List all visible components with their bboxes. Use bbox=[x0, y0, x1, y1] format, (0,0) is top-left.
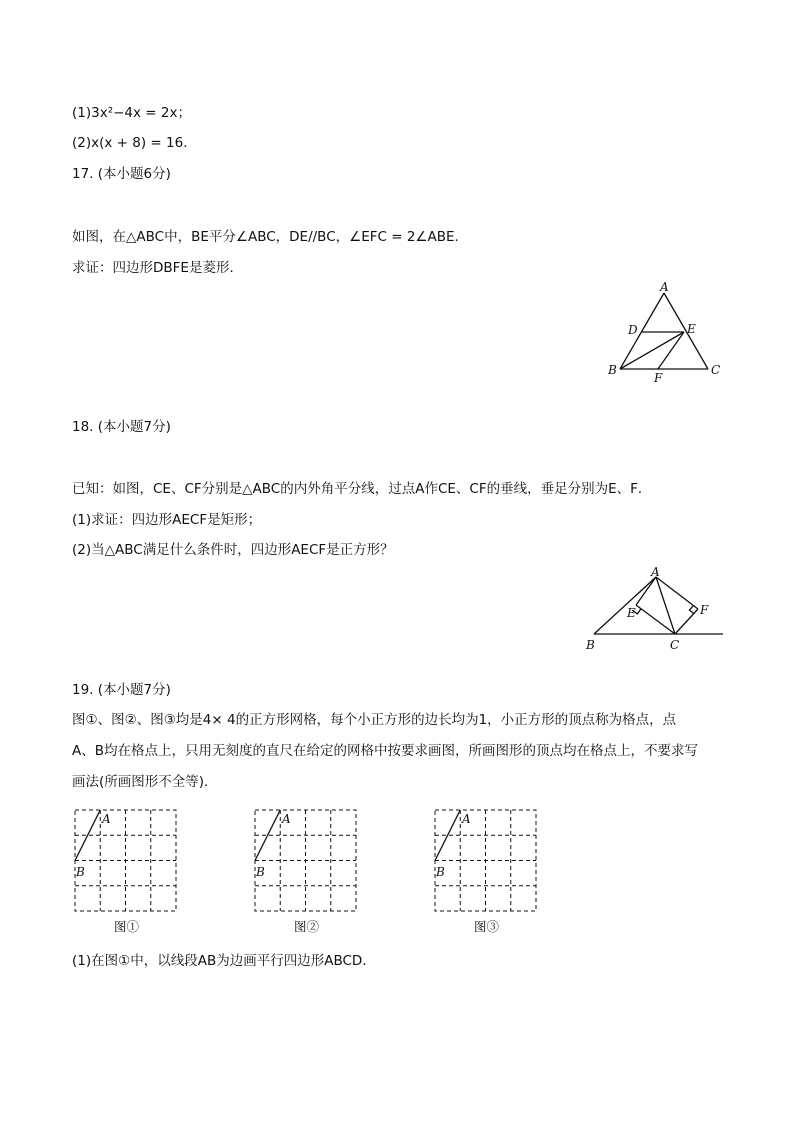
q19-grid3-label-b: B bbox=[436, 865, 445, 879]
q18-label-f: F bbox=[700, 603, 709, 617]
q18-label-c: C bbox=[670, 638, 680, 652]
q19-grid1-label-a: A bbox=[102, 812, 111, 826]
q18-part-1: (1)求证：四边形AECF是矩形； bbox=[72, 512, 262, 528]
q19-line-3: 画法(所画图形不全等)． bbox=[72, 774, 218, 790]
q17-segment-be bbox=[620, 332, 684, 369]
q17-label-e: E bbox=[687, 322, 696, 336]
q19-part-1: (1)在图①中，以线段AB为边画平行四边形ABCD． bbox=[72, 953, 376, 969]
q19-caption-1: 图① bbox=[114, 919, 140, 934]
q19-grid2-label-b: B bbox=[256, 865, 265, 879]
q17-label-b: B bbox=[608, 363, 617, 377]
q18-right-angle-f bbox=[689, 606, 694, 614]
q19-grid1-label-b: B bbox=[76, 865, 85, 879]
q18-label-b: B bbox=[586, 638, 595, 652]
q18-segment-ac bbox=[656, 577, 675, 634]
q17-label-c: C bbox=[711, 363, 721, 377]
q17-label-d: D bbox=[628, 323, 638, 337]
q17-segment-ac bbox=[664, 293, 708, 369]
q19-grid2-label-a: A bbox=[282, 812, 291, 826]
q17-prove: 求证：四边形DBFE是菱形． bbox=[72, 260, 243, 276]
q17-label-f: F bbox=[654, 371, 663, 385]
q17-label-a: A bbox=[660, 280, 669, 294]
q18-segment-cf bbox=[675, 609, 698, 634]
q17-segment-fe bbox=[658, 332, 684, 369]
q18-header: 18. (本小题7分) bbox=[72, 419, 171, 435]
q18-segment-af bbox=[656, 577, 698, 609]
q18-label-e: E bbox=[627, 606, 636, 620]
q19-grid3-label-a: A bbox=[462, 812, 471, 826]
q17-segment-ba bbox=[620, 293, 664, 369]
q19-caption-3: 图③ bbox=[474, 919, 500, 934]
q18-segment-ae bbox=[636, 577, 656, 605]
q17-triangle-figure bbox=[600, 278, 730, 388]
q18-label-a: A bbox=[651, 565, 660, 579]
q19-grid-2 bbox=[250, 805, 365, 935]
q16-item-1: (1)3x²−4x = 2x； bbox=[72, 105, 191, 121]
q17-statement: 如图，在△ABC中，BE平分∠ABC，DE//BC，∠EFC = 2∠ABE． bbox=[72, 229, 469, 245]
q18-segment-ba bbox=[594, 577, 656, 634]
q18-statement: 已知：如图，CE、CF分别是△ABC的内外角平分线，过点A作CE、CF的垂线，垂足分别为E、F． bbox=[72, 481, 652, 497]
q18-part-2: (2)当△ABC满足什么条件时，四边形AECF是正方形？ bbox=[72, 542, 394, 558]
q17-header: 17. (本小题6分) bbox=[72, 166, 171, 182]
q16-item-2: (2)x(x + 8) = 16． bbox=[72, 135, 197, 151]
q18-bisector-figure bbox=[580, 563, 730, 655]
q19-line-2: A、B均在格点上，只用无刻度的直尺在给定的网格中按要求画图，所画图形的顶点均在格点上，不要求写 bbox=[72, 743, 698, 759]
q18-segment-ce bbox=[636, 605, 675, 634]
q19-grid-1 bbox=[70, 805, 185, 935]
q19-header: 19. (本小题7分) bbox=[72, 682, 171, 698]
q19-caption-2: 图② bbox=[294, 919, 320, 934]
q19-grid-3 bbox=[430, 805, 545, 935]
q19-line-1: 图①、图②、图③均是4× 4的正方形网格，每个小正方形的边长均为1，小正方形的顶点称为格点，点 bbox=[72, 712, 677, 728]
